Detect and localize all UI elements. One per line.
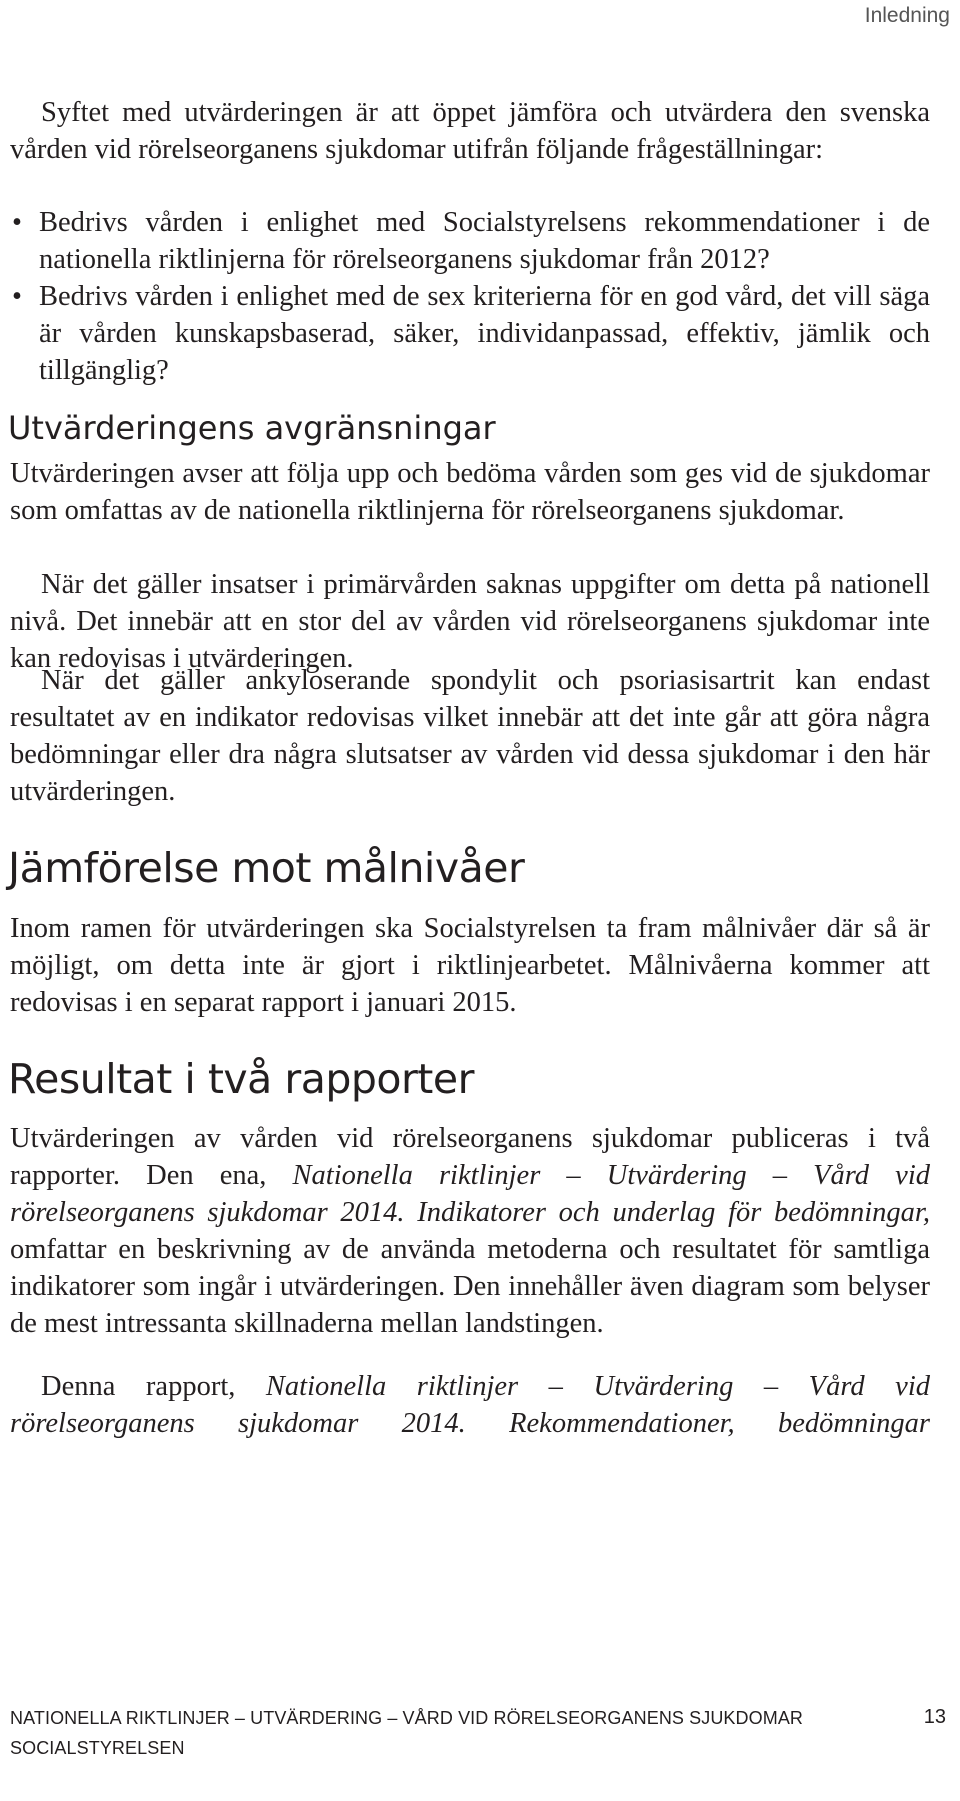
report-title-italic: Nationella riktlinjer – Utvärdering – Vård vid rörelseorganens sjukdomar 2014. Indikatorer och underlag för bedömningar, (10, 1160, 930, 1228)
list-item-text: Bedrivs vården i enlighet med Socialstyrelsens rekommendationer i de nationella riktlinjerna för rörelseorganens sjukdomar från 2012? (39, 207, 930, 275)
heading-avgransningar: Utvärderingens avgränsningar (8, 409, 496, 447)
bullet-icon: • (12, 207, 22, 238)
resultat-paragraph-1 (10, 1120, 930, 1342)
resultat-p1-text-end: omfattar en beskrivning av de använda metoderna och resultatet för samtliga indikatorer som ingår i utvärderingen. Den innehåller även diagram som belyser de mest intressanta skillnaderna mellan landstingen. (10, 1234, 930, 1339)
avgransningar-paragraph-1: Utvärderingen avser att följa upp och bedöma vården som ges vid de sjukdomar som omfattas av de nationella riktlinjerna för rörelseorganens sjukdomar. (10, 458, 930, 526)
resultat-p1-text-start: Utvärderingen av vården vid rörelseorganens sjukdomar publiceras i två rapporter. Den ena, (10, 1123, 930, 1191)
running-head: Inledning (864, 4, 950, 27)
page-number: 13 (923, 1706, 946, 1728)
footer-organization: SOCIALSTYRELSEN (10, 1738, 185, 1758)
list-item (10, 278, 930, 389)
report-title-italic-2: Nationella riktlinjer – Utvärdering – Vård vid rörelseorganens sjukdomar 2014. Rekommendationer, bedömningar (10, 1371, 930, 1439)
malnivaer-paragraph: Inom ramen för utvärderingen ska Socialstyrelsen ta fram målnivåer där så är möjligt, om detta inte är gjort i riktlinjearbetet. Målnivåerna kommer att redovisas i en separat rapport i januari 2015. (10, 913, 930, 1018)
bullet-icon: • (12, 281, 22, 312)
avgransningar-paragraph-3: När det gäller ankyloserande spondylit och psoriasisartrit kan endast resultatet av en indikator redovisas vilket innebär att det inte går att göra några bedömningar eller dra några slutsatser av vården vid dessa sjukdomar i den här utvärderingen. (10, 665, 930, 807)
avgransningar-paragraph-2: När det gäller insatser i primärvården saknas uppgifter om detta på nationell nivå. Det innebär att en stor del av vården vid rörelseorganens sjukdomar inte kan redovisas i utvärderingen. (10, 569, 930, 674)
list-item (10, 204, 930, 278)
resultat-p2-text-start: Denna rapport, (41, 1371, 266, 1402)
resultat-paragraph-2 (10, 1368, 930, 1442)
heading-resultat: Resultat i två rapporter (8, 1055, 474, 1103)
list-item-text: Bedrivs vården i enlighet med de sex kriterierna för en god vård, det vill säga är vården kunskapsbaserad, säker, individanpassad, effektiv, jämlik och tillgänglig? (39, 281, 930, 386)
intro-paragraph: Syftet med utvärderingen är att öppet jämföra och utvärdera den svenska vården vid rörelseorganens sjukdomar utifrån följande frågeställningar: (10, 97, 930, 165)
footer-title: NATIONELLA RIKTLINJER – UTVÄRDERING – VÅRD VID RÖRELSEORGANENS SJUKDOMAR (10, 1708, 804, 1728)
question-list (10, 204, 930, 389)
heading-malnivaer: Jämförelse mot målnivåer (8, 844, 525, 892)
